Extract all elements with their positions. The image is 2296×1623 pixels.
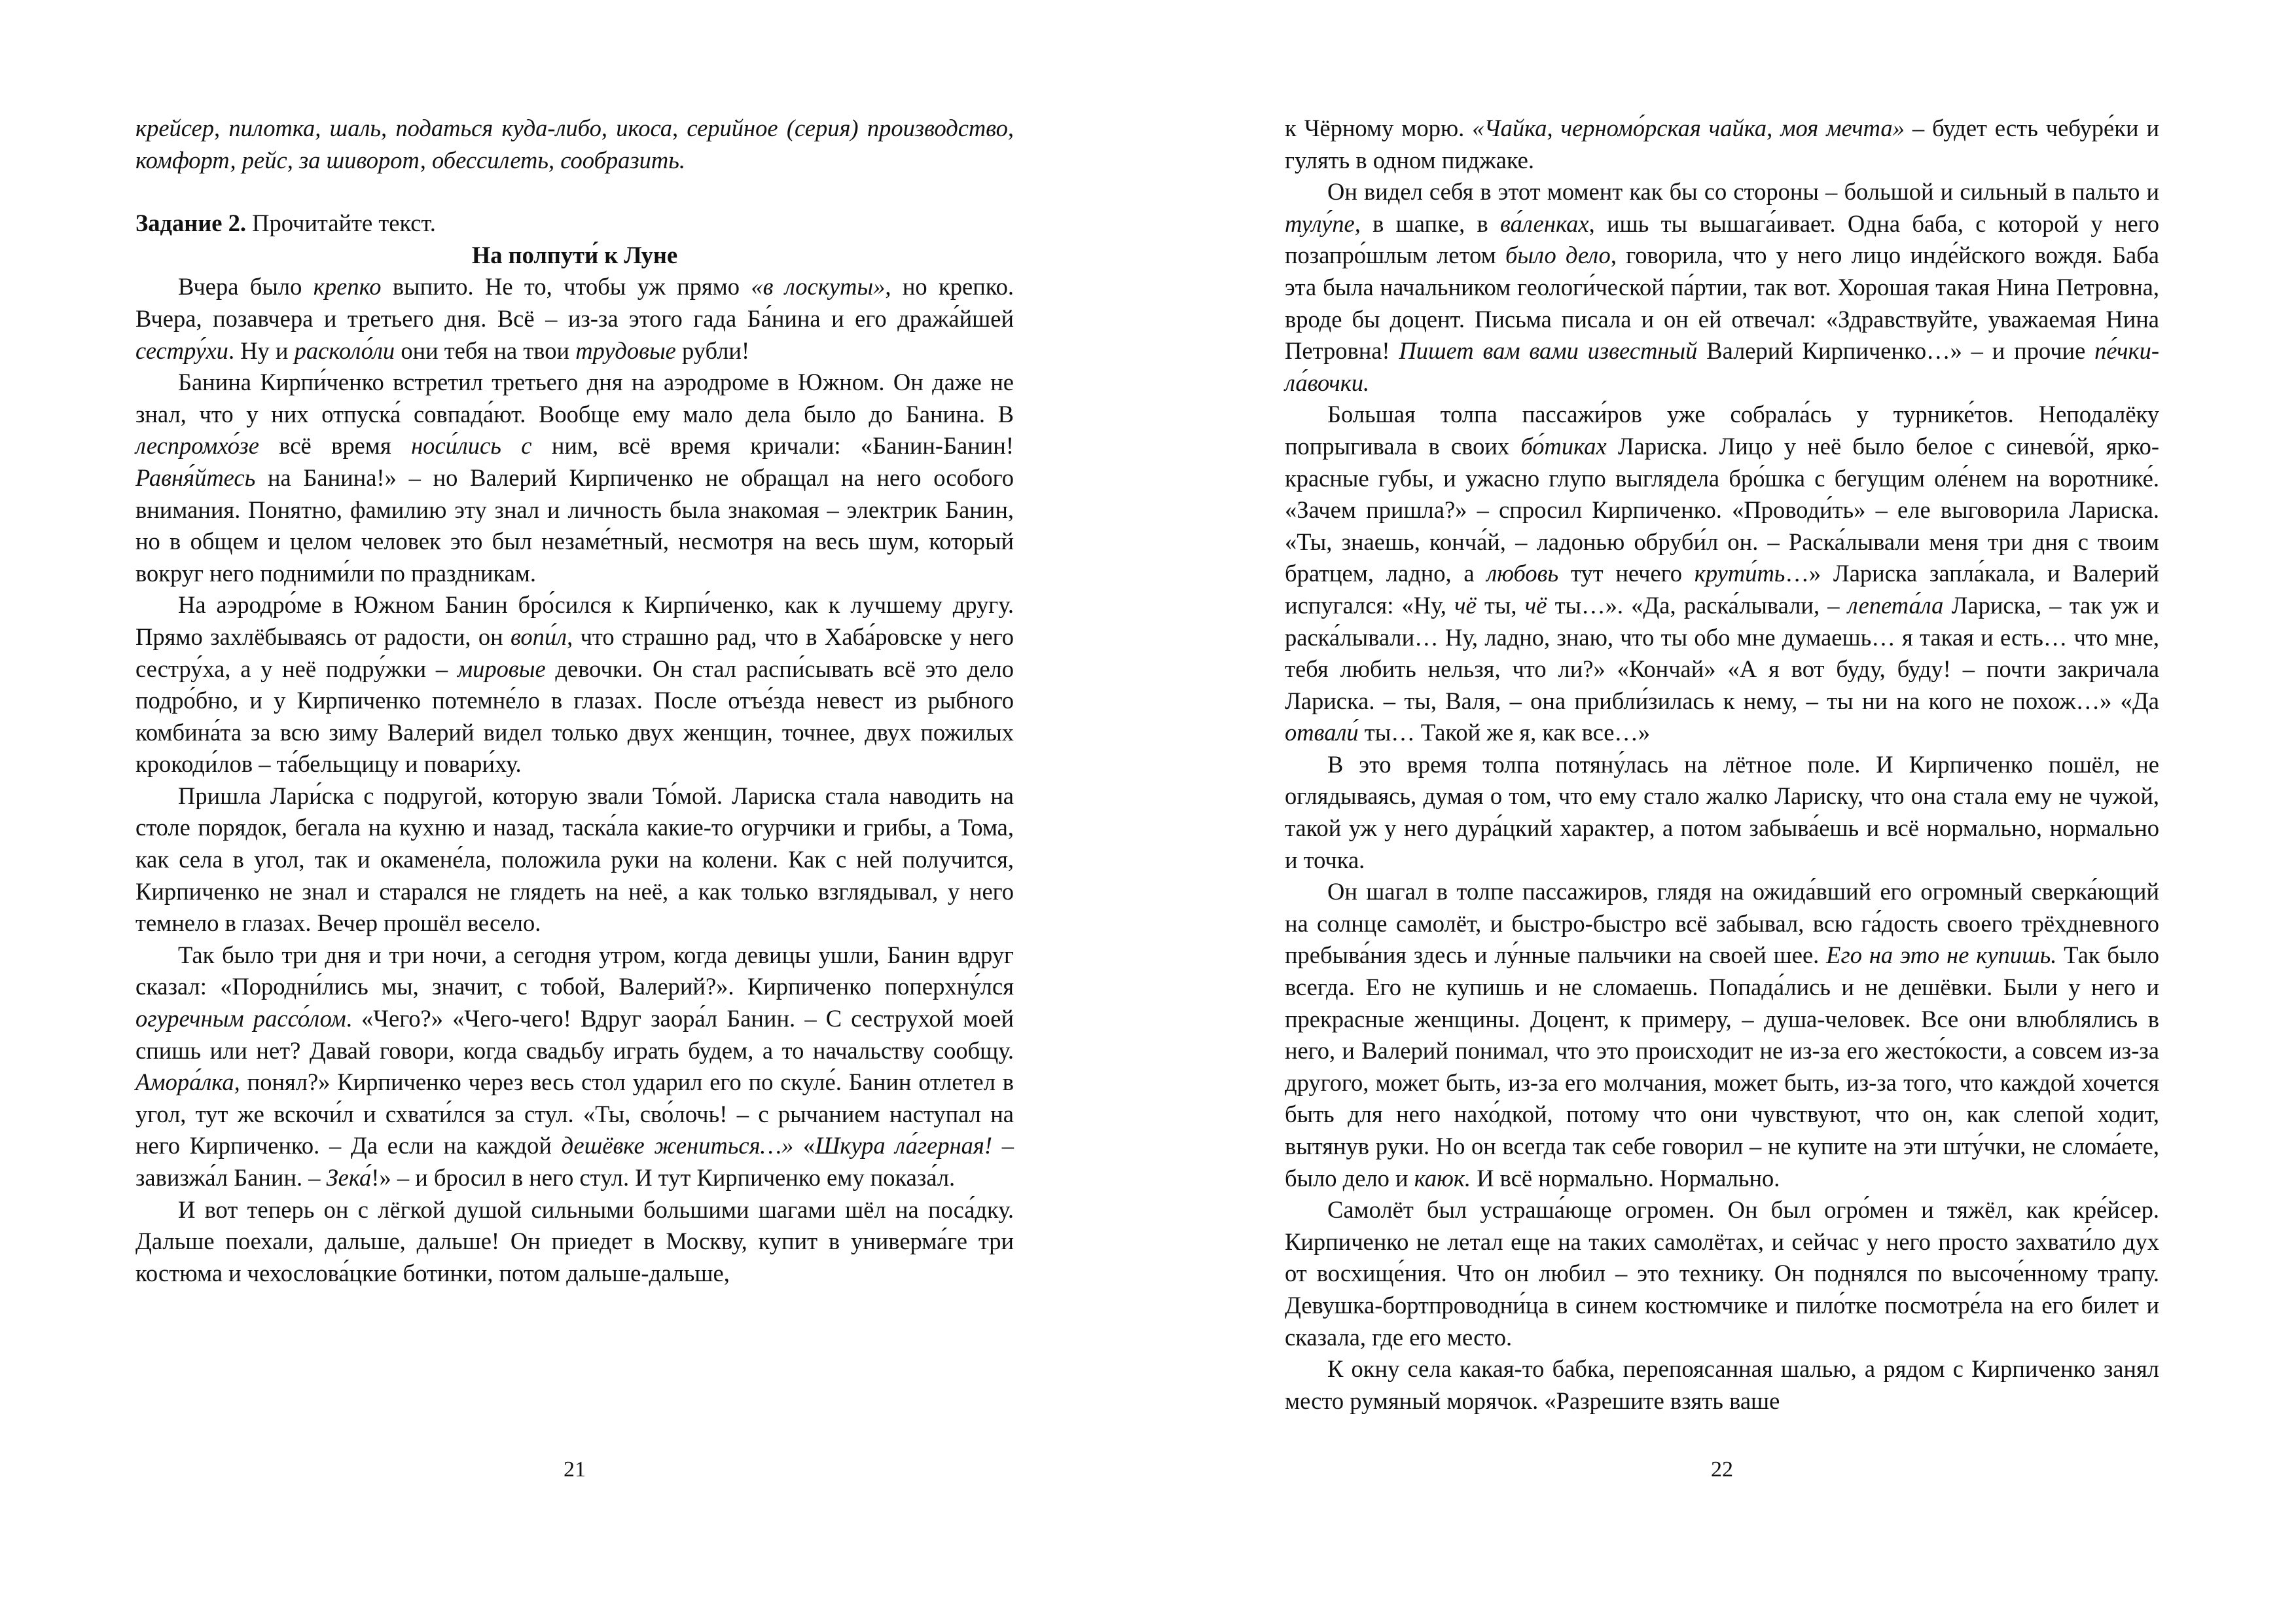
italic-phrase: крепко: [313, 273, 382, 301]
text-run: Так было три дня и три ночи, а сегодня утром, когда девицы ушли, Банин вдруг сказал: «Породни́лись мы, значит, с тобой, Валерий?». Кирпиченко поперхну́лся: [135, 941, 1014, 1000]
text-run: ты…». «Да, раска́лывали, –: [1547, 591, 1848, 619]
right-page-body: [1285, 113, 2159, 1417]
italic-phrase: отвали́: [1285, 719, 1359, 746]
text-run: «: [793, 1132, 816, 1159]
italic-phrase: «Чайка, черномо́рская чайка, моя мечта»: [1472, 115, 1905, 141]
italic-phrase: чё: [1454, 591, 1477, 619]
text-run: Он шагал в толпе пассажиров, глядя на ожида́вший его огромный сверка́ющий на солнце самолёт, и быстро-быстро всё забывал, всю га́дость своего трёхдневного пребыва́ния здесь и лу́нные пальчики на своей шее.: [1285, 878, 2159, 969]
paragraph: [1285, 749, 2159, 876]
paragraph: [1285, 876, 2159, 1194]
italic-phrase: «в лоскуты»: [751, 273, 886, 301]
italic-phrase: Шкура ла́герная!: [815, 1132, 993, 1159]
italic-phrase: Амора́лка,: [135, 1068, 240, 1096]
italic-phrase: вопи́л: [511, 623, 567, 650]
page-number-right: 22: [1711, 1457, 1733, 1482]
italic-phrase: крути́ть: [1694, 560, 1785, 587]
text-run: И вот теперь он с лёгкой душой сильными большими шагами шёл на поса́дку. Дальше поехали, дальше, дальше! Он приедет в Москву, купит в универма́ге три костюма и чехослова́цкие ботинки, потом дальше-дальше,: [135, 1195, 1014, 1286]
italic-phrase: трудовые: [575, 337, 676, 364]
text-run: Самолёт был устраша́юще огромен. Он был огро́мен и тяжёл, как кре́йсер. Кирпиченко не летал еще на таких самолётах, и сейчас у него просто захвати́ло дух от восхище́ния. Что он любил – это технику. Он поднялся по высоче́нному трапу. Девушка-бортпроводни́ца в синем костюмчике и пило́тке посмотре́ла на его билет и сказала, где его место.: [1285, 1196, 2159, 1351]
story-title: На полпути́ к Луне: [471, 241, 678, 268]
text-run: Банина Кирпи́ченко встретил третьего дня на аэродроме в Южном. Он даже не знал, что у них отпуска́ совпада́ют. Вообще ему мало дела было до Банина. В: [135, 369, 1014, 428]
text-run: они тебя на твои: [395, 337, 576, 364]
text-run: Вчера было: [178, 273, 314, 301]
page-number-left: 21: [564, 1457, 586, 1482]
text-run: . Ну и: [228, 337, 295, 364]
left-page-body: [135, 113, 1014, 1289]
text-run: …» Лариска запла́кала, и Валерий испугался: «Ну,: [1285, 560, 2160, 619]
italic-phrase: ва́ленках: [1500, 210, 1589, 237]
italic-phrase: Зека́: [326, 1164, 372, 1191]
text-run: в шапке, в: [1360, 210, 1500, 237]
italic-phrase: леспромхо́зе: [135, 432, 259, 460]
text-run: рубли!: [675, 337, 750, 364]
text-run: Пришла Лари́ска с подругой, которую звали То́мой. Лариска стала наводить на столе порядок, бегала на кухню и назад, таска́ла какие-то огурчики и грибы, а Тома, как села в угол, так и окамене́ла, положила руки на колени. Как с ней получится, Кирпиченко не знал и старался не глядеть на неё, а как только взглядывал, у него темнело в глазах. Вечер прошёл весело.: [135, 782, 1014, 937]
paragraph: [1285, 176, 2159, 399]
text-run: выпито. Не то, чтобы уж прямо: [381, 273, 751, 301]
text-run: Он видел себя в этот момент как бы со стороны – большой и сильный в пальто и: [1327, 178, 2159, 206]
italic-phrase: чё: [1524, 591, 1547, 619]
text-run: К окну села какая-то бабка, перепоясанная шалью, а рядом с Кирпиченко занял место румяный морячок. «Разрешите взять ваше: [1285, 1355, 2159, 1414]
text-run: Большая толпа пассажи́ров уже собрала́сь у турнике́тов. Неподалёку попрыгивала в своих: [1285, 401, 2159, 460]
italic-phrase: тулу́пе,: [1285, 210, 1361, 237]
italic-phrase: носи́лись с: [411, 432, 532, 460]
left-page: [135, 0, 1014, 1623]
paragraph: [135, 939, 1014, 1194]
italic-phrase: каюк.: [1414, 1164, 1471, 1192]
right-page: [1285, 0, 2159, 1623]
text-run: Лариска, – так уж и раска́лывали… Ну, ладно, знаю, что ты обо мне думаешь… я такая и есть… что мне, тебя любить нельзя, что ли?» «Кончай» «А я вот буду, буду! – почти закричала Лариска. – ты, Валя, – она прибли́зилась к нему, – ты ни на кого не похож…» «Да: [1285, 591, 2160, 714]
vocabulary-list: крейсер, пилотка, шаль, податься куда-либо, икоса, серийное (серия) производство, комфорт, рейс, за шиворот, обессилеть, сообразить.: [135, 115, 1014, 173]
text-run: всё время: [259, 432, 412, 460]
text-run: – будет есть чебуре́ки и гулять в одном пиджаке.: [1285, 115, 2159, 173]
text-run: , говорила, что у него лицо инде́йского вождя. Баба эта была начальником геологи́ческой па́ртии, так вот. Хорошая такая Нина Петровна, вроде бы доцент. Письма писала и он ей отвечал: «Здравствуйте, уважаемая Нина Петровна!: [1285, 242, 2159, 365]
italic-phrase: сестру́хи: [135, 337, 228, 364]
text-run: девочки. Он стал распи́сывать всё это дело подро́бно, и у Кирпиченко потемне́ло в глазах. После отъе́зда невест из рыбного комбина́та за всю зиму Валерий видел только двух женщин, точнее, двух пожилых крокоди́лов – та́бельщицу и повари́ху.: [135, 655, 1014, 778]
italic-phrase: было дело: [1505, 242, 1611, 269]
task-heading: [135, 208, 1014, 240]
italic-phrase: огуречным рассо́лом: [135, 1005, 346, 1032]
text-run: понял?» Кирпиченко через весь стол ударил его по скуле́. Банин отлетел в угол, тут же вскочи́л и схвати́лся за стул. «Ты, сво́лочь! – с рычанием наступал на него Кирпиченко. – Да если на каждой: [135, 1068, 1014, 1159]
text-run: , ишь ты вышага́ивает. Одна баба, с которой у него позапро́шлым летом: [1285, 210, 2159, 269]
left-text-body: [135, 271, 1014, 1289]
italic-phrase: бо́тиках: [1520, 432, 1607, 460]
italic-phrase: лепета́ла: [1847, 591, 1944, 619]
text-run: к Чёрному морю.: [1285, 115, 1473, 141]
text-run: на Банина!» – но Валерий Кирпиченко не обращал на него особого внимания. Понятно, фамилию эту знал и личность была знакомая – электрик Банин, но в общем и целом человек это был незаме́тный, несмотря на весь шум, который вокруг него подними́ли по праздникам.: [135, 464, 1014, 587]
task-label: Задание 2.: [135, 210, 246, 237]
italic-phrase: пе́чки-ла́вочки.: [1285, 337, 2159, 396]
paragraph: [135, 271, 1014, 367]
italic-phrase: мировые: [457, 655, 546, 682]
italic-phrase: дешёвке жениться…»: [561, 1132, 794, 1159]
paragraph: [135, 780, 1014, 939]
text-run: , что страшно рад, что в Хаба́ровске у него сестру́ха, а у неё подру́жки –: [135, 623, 1014, 682]
paragraph: [135, 367, 1014, 589]
text-run: ты,: [1476, 591, 1525, 619]
italic-phrase: Пишет вам вами известный: [1399, 337, 1698, 365]
text-run: Валерий Кирпиченко…» – и прочие: [1697, 337, 2095, 365]
paragraph: [135, 589, 1014, 780]
italic-phrase: любовь: [1486, 560, 1559, 587]
paragraph: [1285, 113, 2159, 176]
text-run: тут нечего: [1558, 560, 1695, 587]
text-run: ты… Такой же я, как все…»: [1358, 719, 1651, 746]
text-run: Так было всегда. Его не купишь и не сломаешь. Попада́лись и не дешёвки. Были у него и прекрасные женщины. Доцент, к примеру, – душа-человек. Все они влюблялись в него, и Валерий понимал, что это происходит не из-за его жесто́кости, а совсем из-за другого, может быть, из-за его молчания, может быть, из-за того, что каждой хочется быть для него нахо́дкой, потому что они чувствуют, что он, как слепой ходит, вытянув руки. Но он всегда так себе говорил – не купите на эти шту́чки, не слома́ете, было дело и: [1285, 941, 2159, 1192]
text-run: – завизжа́л Банин. –: [135, 1132, 1014, 1191]
paragraph: [1285, 1353, 2159, 1417]
paragraph: [1285, 1194, 2159, 1353]
text-run: . «Чего?» «Чего-чего! Вдруг заора́л Банин. – С сеструхой моей спишь или нет? Давай говори, когда свадьбу играть будем, а то начальству сообщу.: [135, 1005, 1014, 1064]
text-run: , но крепко. Вчера, позавчера и третьего дня. Всё – из-за этого гада Ба́нина и его дража́йшей: [135, 273, 1014, 332]
italic-phrase: Равня́йтесь: [135, 464, 256, 491]
text-run: !» – и бросил в него стул. И тут Кирпиченко ему показа́л.: [371, 1164, 956, 1191]
right-text-body: [1285, 113, 2159, 1417]
text-run: В это время толпа потяну́лась на лётное поле. И Кирпиченко пошёл, не оглядываясь, думая о том, что ему стало жалко Лариску, что она стала ему не чужой, такой уж у него дура́цкий характер, а потом забыва́ешь и всё нормально, нормально и точка.: [1285, 750, 2159, 873]
text-run: ним, всё время кричали: «Банин-Банин!: [531, 432, 1014, 460]
italic-phrase: Его на это не купишь.: [1826, 941, 2057, 969]
text-run: Лариска. Лицо у неё было белое с синево́й, ярко-красные губы, и ужасно глупо выглядела бро́шка с бегущим оле́нем на воротнике́. «Зачем пришла?» – спросил Кирпиченко. «Проводи́ть» – еле выговорила Лариска. «Ты, знаешь, конча́й, – ладонью обруби́л он. – Раска́лывали меня три дня с твоим братцем, ладно, а: [1285, 432, 2159, 587]
paragraph: [1285, 399, 2159, 749]
paragraph: [135, 1194, 1014, 1290]
text-run: И всё нормально. Нормально.: [1471, 1164, 1780, 1192]
task-text: Прочитайте текст.: [246, 210, 436, 237]
text-run: На аэродро́ме в Южном Банин бро́сился к Кирпи́ченко, как к лучшему другу. Прямо захлёбываясь от радости, он: [135, 591, 1014, 650]
italic-phrase: расколо́ли: [294, 337, 395, 364]
